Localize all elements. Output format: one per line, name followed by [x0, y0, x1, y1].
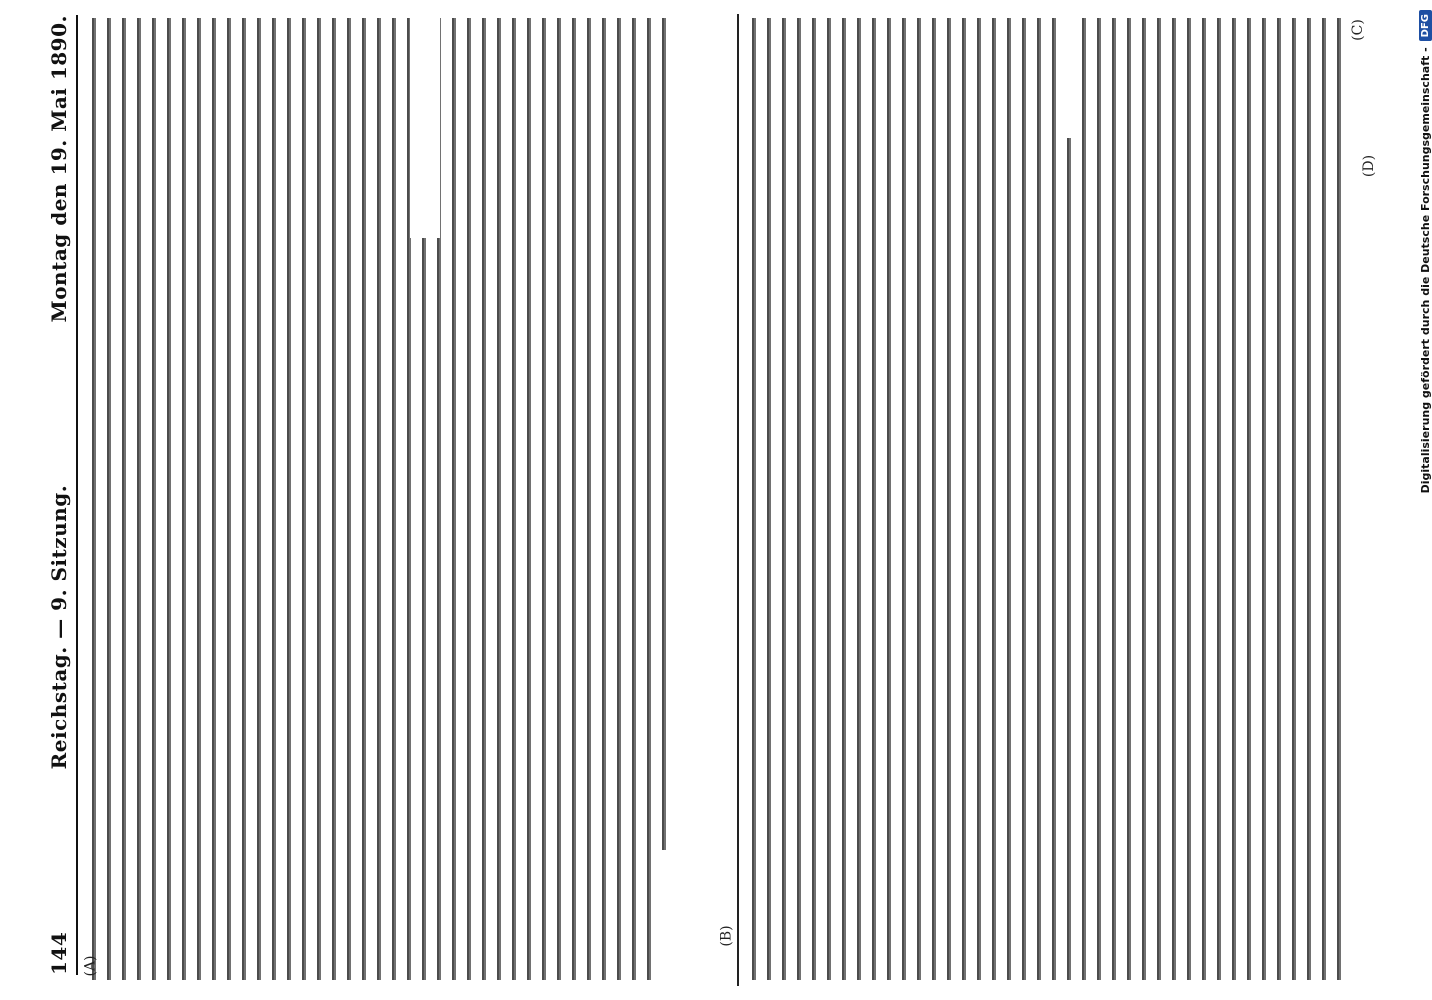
paragraph-indent [1060, 18, 1078, 138]
dfg-logo-icon: DFG [1419, 10, 1432, 41]
paragraph-indent [652, 850, 674, 980]
column-divider [737, 14, 739, 986]
margin-marker-b: (B) [718, 925, 735, 947]
text-column-left [92, 18, 666, 980]
page-number: 144 [47, 931, 71, 975]
paragraph-break [410, 18, 440, 238]
margin-marker-c: (C) [1349, 19, 1366, 41]
digitization-credit [1414, 10, 1432, 990]
running-header [42, 15, 78, 975]
margin-marker-a: (A) [82, 955, 99, 977]
credit-text: Digitalisierung gefördert durch die Deutsche Forschungsgemeinschaft - [1418, 47, 1432, 494]
session-date: Montag den 19. Mai 1890. [47, 15, 71, 323]
session-title: Reichstag. — 9. Sitzung. [47, 484, 71, 770]
margin-marker-d: (D) [1361, 154, 1378, 178]
text-column-right [752, 18, 1346, 980]
